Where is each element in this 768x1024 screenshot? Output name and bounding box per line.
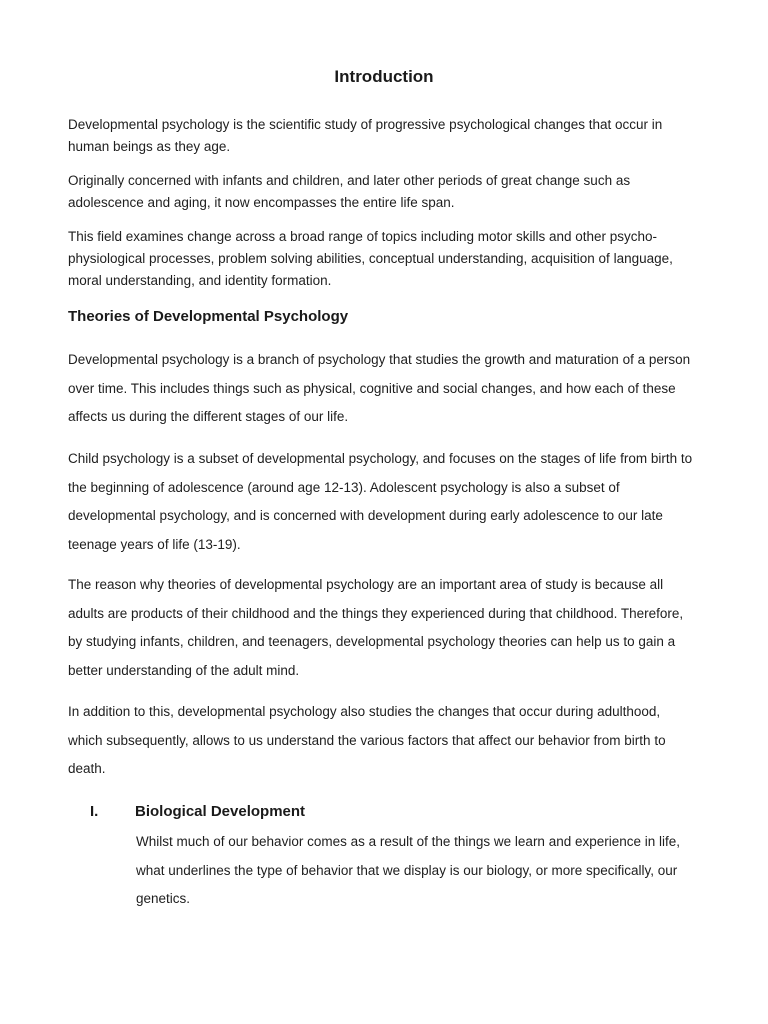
- subsection-paragraph: Whilst much of our behavior comes as a result of the things we learn and experience in life, what underlines the type of behavior that we display is our biology, or more specifically, our genetics.: [136, 834, 681, 906]
- section-paragraph-3: The reason why theories of developmental psychology are an important area of study is because all adults are products of their childhood and the things they experienced during that childhood. Therefore, by studying infants, children, and teenagers, developmental psychology theories can help us to gain a better understanding of the adult mind.: [68, 577, 684, 678]
- subsection-number: I.: [90, 803, 99, 820]
- section-paragraph-1: Developmental psychology is a branch of psychology that studies the growth and maturation of a person over time. This includes things such as physical, cognitive and social changes, and how each of these affects us during the different stages of our life.: [68, 352, 691, 424]
- intro-paragraph-3: This field examines change across a broad range of topics including motor skills and other psycho-physiological processes, problem solving abilities, conceptual understanding, acquisition of language, moral understanding, and identity formation.: [68, 229, 673, 288]
- section-paragraph-4: In addition to this, developmental psychology also studies the changes that occur during adulthood, which subsequently, allows to us understand the various factors that affect our behavior from birth to death.: [68, 704, 666, 776]
- subsection-heading: [68, 802, 306, 822]
- subsection-title: Biological Development: [135, 803, 306, 820]
- section-paragraph-2: Child psychology is a subset of developmental psychology, and focuses on the stages of life from birth to the beginning of adolescence (around age 12-13). Adolescent psychology is also a subset of developmental psychology, and is concerned with development during early adolescence to our late teenage years of life (13-19).: [68, 451, 693, 552]
- intro-paragraph-1: Developmental psychology is the scientific study of progressive psychological changes that occur in human beings as they age.: [68, 117, 663, 154]
- intro-paragraph-2: Originally concerned with infants and children, and later other periods of great change such as adolescence and aging, it now encompasses the entire life span.: [68, 173, 631, 210]
- page-title: Introduction: [334, 67, 434, 86]
- section-heading: Theories of Developmental Psychology: [68, 308, 349, 325]
